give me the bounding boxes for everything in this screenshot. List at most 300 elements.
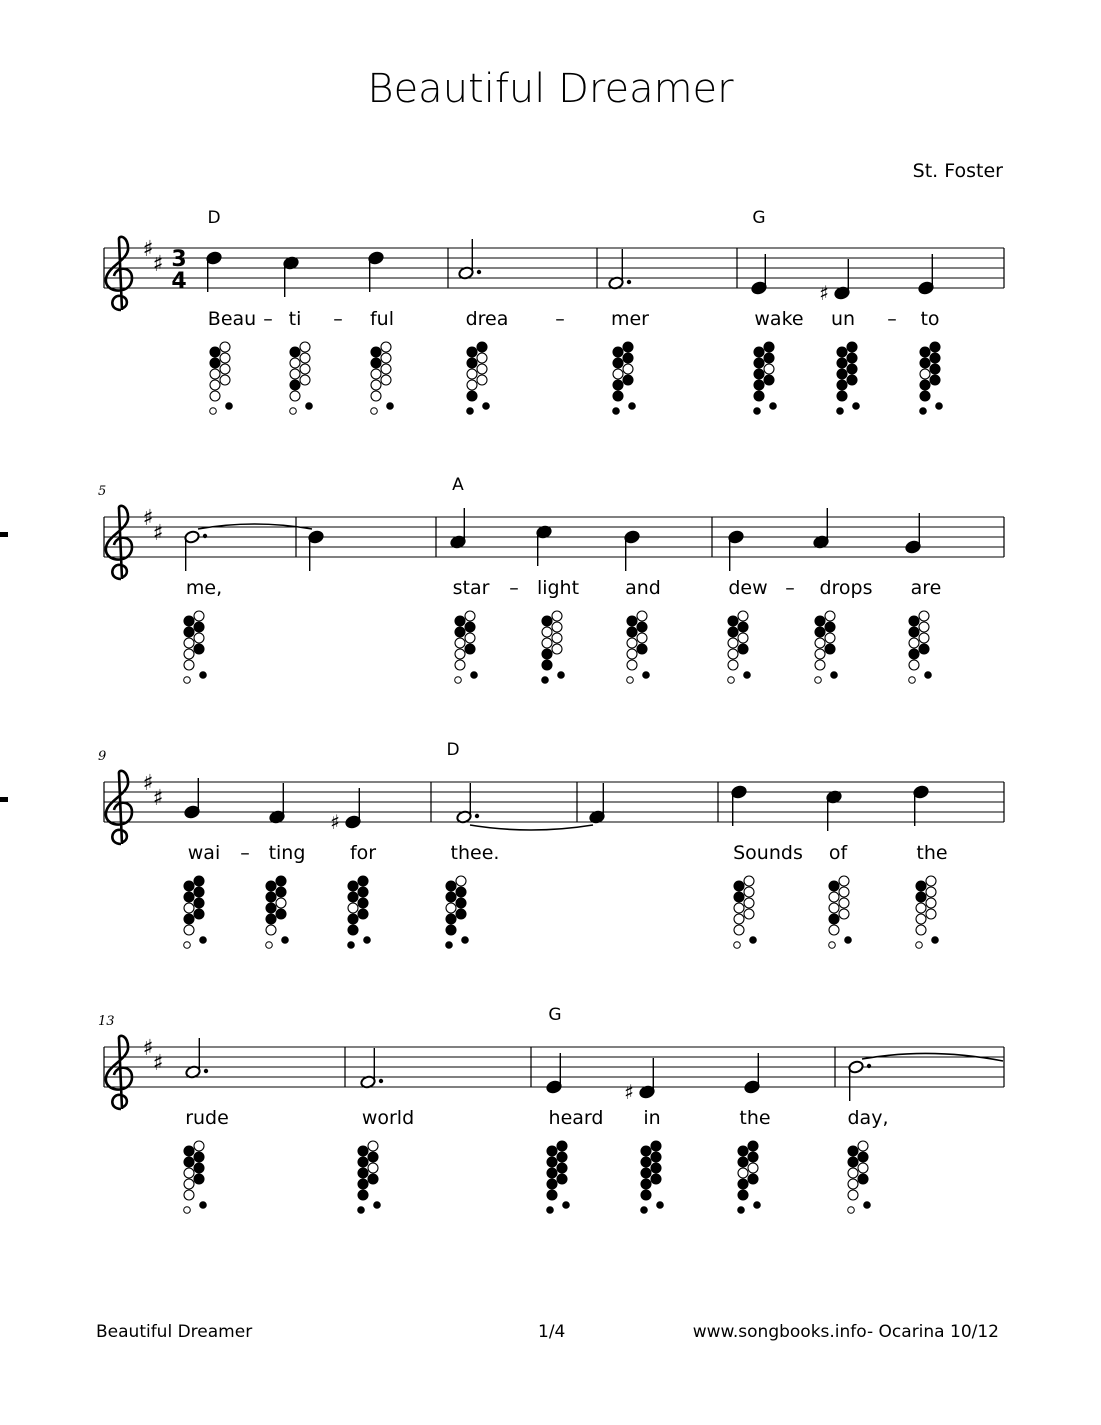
ocarina-hole — [381, 353, 391, 363]
ocarina-thumb-hole — [184, 1207, 191, 1214]
composer-credit: St. Foster — [912, 160, 1003, 182]
lyric-syllable: wake — [754, 308, 804, 330]
ocarina-hole — [837, 358, 847, 368]
lyric-syllable: dew — [728, 577, 768, 599]
ocarina-thumb-hole — [290, 408, 297, 415]
ocarina-hole — [455, 649, 465, 659]
note-dot — [475, 814, 479, 818]
ocarina-thumb-hole — [547, 1207, 554, 1214]
ocarina-hole — [627, 627, 637, 637]
ocarina-thumb-hole — [542, 677, 549, 684]
ocarina-hole — [858, 1152, 868, 1162]
ocarina-hole — [542, 638, 552, 648]
ocarina-hole — [930, 364, 940, 374]
ocarina-hole — [455, 616, 465, 626]
ocarina-hole — [744, 876, 754, 886]
ocarina-thumb-hole — [754, 1202, 761, 1209]
ocarina-hole — [916, 892, 926, 902]
ocarina-hole — [920, 347, 930, 357]
ocarina-hole — [734, 903, 744, 913]
lyric-syllable: the — [916, 842, 948, 864]
song-title: Beautiful Dreamer — [367, 66, 734, 112]
ocarina-hole — [184, 892, 194, 902]
ocarina-hole — [276, 876, 286, 886]
ocarina-hole — [858, 1163, 868, 1173]
ocarina-thumb-hole — [734, 942, 741, 949]
ocarina-hole — [358, 1179, 368, 1189]
ocarina-fingering-chart — [909, 611, 932, 683]
lyric-syllable: star — [452, 577, 490, 599]
half-rest — [0, 797, 8, 802]
ocarina-hole — [738, 1190, 748, 1200]
half-rest — [0, 532, 8, 537]
ocarina-hole — [728, 616, 738, 626]
ocarina-hole — [300, 375, 310, 385]
ocarina-hole — [926, 887, 936, 897]
ocarina-hole — [847, 364, 857, 374]
ocarina-hole — [290, 347, 300, 357]
ocarina-hole — [641, 1190, 651, 1200]
ocarina-hole — [839, 909, 849, 919]
ocarina-hole — [358, 887, 368, 897]
ocarina-thumb-hole — [358, 1207, 365, 1214]
ocarina-hole — [184, 914, 194, 924]
ocarina-hole — [456, 909, 466, 919]
ocarina-hole — [358, 898, 368, 908]
ocarina-hole — [194, 898, 204, 908]
ocarina-thumb-hole — [629, 403, 636, 410]
ocarina-hole — [446, 903, 456, 913]
ocarina-hole — [651, 1174, 661, 1184]
measure-number: 13 — [98, 1014, 115, 1029]
ocarina-thumb-hole — [815, 677, 822, 684]
ocarina-thumb-hole — [483, 403, 490, 410]
lyric-syllable: Beau — [207, 308, 257, 330]
ocarina-hole — [637, 633, 647, 643]
ocarina-hole — [734, 892, 744, 902]
note-dot — [204, 1069, 208, 1073]
tie — [470, 825, 593, 830]
ocarina-hole — [446, 914, 456, 924]
key-sharp-f: ♯ — [142, 506, 154, 531]
ocarina-thumb-hole — [728, 677, 735, 684]
ocarina-hole — [738, 1179, 748, 1189]
ocarina-hole — [641, 1146, 651, 1156]
ocarina-hole — [815, 616, 825, 626]
lyric-hyphen: – — [887, 308, 897, 330]
ocarina-hole — [909, 638, 919, 648]
lyric-syllable: ting — [268, 842, 306, 864]
ocarina-thumb-hole — [210, 408, 217, 415]
ocarina-hole — [837, 347, 847, 357]
ocarina-thumb-hole — [829, 942, 836, 949]
lyric-syllable: light — [536, 577, 580, 599]
lyric-hyphen: – — [785, 577, 795, 599]
ocarina-hole — [184, 925, 194, 935]
ocarina-hole — [194, 633, 204, 643]
ocarina-hole — [210, 358, 220, 368]
ocarina-hole — [184, 616, 194, 626]
ocarina-hole — [738, 611, 748, 621]
ocarina-fingering-chart — [728, 611, 751, 683]
ocarina-hole — [837, 380, 847, 390]
ocarina-hole — [734, 881, 744, 891]
accidental-sharp: ♯ — [330, 810, 340, 834]
ocarina-hole — [748, 1141, 758, 1151]
lyric-syllable: world — [361, 1107, 415, 1129]
lyric-syllable: in — [643, 1107, 661, 1129]
ocarina-hole — [829, 892, 839, 902]
ocarina-fingering-chart — [290, 342, 313, 414]
ocarina-hole — [728, 649, 738, 659]
ocarina-hole — [194, 1141, 204, 1151]
ocarina-hole — [930, 342, 940, 352]
ocarina-hole — [358, 1157, 368, 1167]
ocarina-hole — [748, 1163, 758, 1173]
ocarina-hole — [290, 358, 300, 368]
ocarina-hole — [266, 903, 276, 913]
ocarina-thumb-hole — [462, 937, 469, 944]
chord-symbol: D — [207, 208, 221, 228]
ocarina-hole — [848, 1168, 858, 1178]
ocarina-hole — [381, 364, 391, 374]
ocarina-hole — [184, 1190, 194, 1200]
chord-symbol: A — [452, 475, 464, 495]
ocarina-hole — [744, 909, 754, 919]
ocarina-hole — [194, 1174, 204, 1184]
ocarina-hole — [547, 1146, 557, 1156]
ocarina-hole — [926, 909, 936, 919]
ocarina-hole — [290, 369, 300, 379]
footer-source: www.songbooks.info- Ocarina 10/12 — [692, 1322, 999, 1342]
ocarina-hole — [194, 611, 204, 621]
ocarina-thumb-hole — [853, 403, 860, 410]
ocarina-thumb-hole — [374, 1202, 381, 1209]
ocarina-hole — [210, 369, 220, 379]
ocarina-hole — [930, 353, 940, 363]
ocarina-thumb-hole — [770, 403, 777, 410]
lyric-syllable: are — [910, 577, 942, 599]
lyric-syllable: un — [830, 308, 856, 330]
ocarina-hole — [371, 391, 381, 401]
ocarina-hole — [194, 876, 204, 886]
ocarina-hole — [728, 660, 738, 670]
ocarina-hole — [744, 887, 754, 897]
time-signature-bottom: 4 — [171, 269, 187, 294]
ocarina-hole — [477, 364, 487, 374]
ocarina-fingering-chart — [184, 1141, 207, 1213]
ocarina-hole — [651, 1163, 661, 1173]
chord-symbol: G — [752, 208, 766, 228]
ocarina-thumb-hole — [306, 403, 313, 410]
ocarina-hole — [837, 391, 847, 401]
note-dot — [477, 270, 481, 274]
ocarina-hole — [837, 369, 847, 379]
note-dot — [379, 1079, 383, 1083]
ocarina-thumb-hole — [200, 1202, 207, 1209]
key-sharp-f: ♯ — [142, 1036, 154, 1061]
key-sharp-c: ♯ — [152, 252, 164, 277]
ocarina-hole — [748, 1174, 758, 1184]
ocarina-hole — [371, 358, 381, 368]
ocarina-hole — [916, 903, 926, 913]
ocarina-hole — [381, 342, 391, 352]
ocarina-fingering-chart — [547, 1141, 570, 1213]
ocarina-hole — [477, 375, 487, 385]
ocarina-hole — [465, 644, 475, 654]
ocarina-hole — [456, 887, 466, 897]
ocarina-hole — [368, 1152, 378, 1162]
lyric-syllable: the — [739, 1107, 771, 1129]
ocarina-hole — [266, 914, 276, 924]
ocarina-hole — [381, 375, 391, 385]
ocarina-hole — [627, 660, 637, 670]
ocarina-fingering-chart — [210, 342, 233, 414]
ocarina-hole — [919, 622, 929, 632]
ocarina-hole — [909, 616, 919, 626]
ocarina-hole — [847, 342, 857, 352]
ocarina-hole — [815, 660, 825, 670]
ocarina-thumb-hole — [936, 403, 943, 410]
ocarina-hole — [623, 364, 633, 374]
ocarina-hole — [552, 622, 562, 632]
ocarina-hole — [848, 1190, 858, 1200]
ocarina-hole — [220, 375, 230, 385]
ocarina-thumb-hole — [266, 942, 273, 949]
ocarina-hole — [623, 342, 633, 352]
ocarina-hole — [300, 342, 310, 352]
ocarina-hole — [916, 925, 926, 935]
ocarina-fingering-chart — [916, 876, 939, 948]
ocarina-thumb-hole — [864, 1202, 871, 1209]
ocarina-hole — [557, 1174, 567, 1184]
ocarina-hole — [194, 887, 204, 897]
ocarina-hole — [754, 369, 764, 379]
lyric-hyphen: – — [240, 842, 250, 864]
ocarina-hole — [916, 881, 926, 891]
ocarina-hole — [764, 364, 774, 374]
ocarina-hole — [542, 616, 552, 626]
ocarina-hole — [358, 909, 368, 919]
ocarina-hole — [815, 649, 825, 659]
accidental-sharp: ♯ — [819, 281, 829, 305]
ocarina-thumb-hole — [744, 672, 751, 679]
ocarina-hole — [266, 925, 276, 935]
ocarina-hole — [358, 1190, 368, 1200]
ocarina-thumb-hole — [446, 942, 453, 949]
ocarina-fingering-chart — [848, 1141, 871, 1213]
ocarina-hole — [184, 660, 194, 670]
ocarina-hole — [455, 660, 465, 670]
ocarina-thumb-hole — [184, 942, 191, 949]
ocarina-hole — [557, 1163, 567, 1173]
ocarina-thumb-hole — [848, 1207, 855, 1214]
ocarina-thumb-hole — [920, 408, 927, 415]
note-dot — [203, 534, 207, 538]
key-sharp-c: ♯ — [152, 1051, 164, 1076]
lyric-syllable: heard — [548, 1107, 604, 1129]
ocarina-fingering-chart — [184, 876, 207, 948]
ocarina-fingering-chart — [266, 876, 289, 948]
ocarina-hole — [184, 903, 194, 913]
ocarina-hole — [627, 638, 637, 648]
ocarina-hole — [627, 616, 637, 626]
ocarina-hole — [728, 638, 738, 648]
ocarina-fingering-chart — [371, 342, 394, 414]
ocarina-hole — [446, 881, 456, 891]
ocarina-hole — [184, 1179, 194, 1189]
ocarina-hole — [637, 644, 647, 654]
ocarina-hole — [920, 369, 930, 379]
ocarina-thumb-hole — [563, 1202, 570, 1209]
ocarina-hole — [542, 627, 552, 637]
ocarina-hole — [220, 353, 230, 363]
ocarina-hole — [613, 380, 623, 390]
ocarina-hole — [557, 1141, 567, 1151]
ocarina-thumb-hole — [932, 937, 939, 944]
ocarina-hole — [858, 1174, 868, 1184]
ocarina-hole — [220, 342, 230, 352]
lyric-syllable: mer — [610, 308, 650, 330]
ocarina-hole — [839, 876, 849, 886]
ocarina-fingering-chart — [754, 342, 777, 414]
ocarina-hole — [358, 1168, 368, 1178]
ocarina-hole — [825, 644, 835, 654]
ocarina-hole — [184, 649, 194, 659]
ocarina-hole — [613, 391, 623, 401]
ocarina-hole — [738, 622, 748, 632]
ocarina-thumb-hole — [738, 1207, 745, 1214]
ocarina-hole — [748, 1152, 758, 1162]
ocarina-hole — [919, 633, 929, 643]
ocarina-thumb-hole — [613, 408, 620, 415]
lyric-syllable: day, — [847, 1107, 889, 1129]
ocarina-hole — [348, 925, 358, 935]
ocarina-hole — [348, 892, 358, 902]
measure-number: 5 — [98, 484, 107, 499]
ocarina-hole — [542, 660, 552, 670]
ocarina-thumb-hole — [643, 672, 650, 679]
ocarina-hole — [557, 1152, 567, 1162]
ocarina-fingering-chart — [613, 342, 636, 414]
ocarina-hole — [371, 347, 381, 357]
ocarina-hole — [738, 1146, 748, 1156]
ocarina-fingering-chart — [734, 876, 757, 948]
ocarina-hole — [815, 627, 825, 637]
measure-number: 9 — [98, 749, 107, 764]
ocarina-fingering-chart — [358, 1141, 381, 1213]
ocarina-hole — [276, 898, 286, 908]
accidental-sharp: ♯ — [624, 1080, 634, 1104]
note-dot — [867, 1064, 871, 1068]
ocarina-hole — [909, 660, 919, 670]
lyric-syllable: and — [625, 577, 661, 599]
ocarina-hole — [815, 638, 825, 648]
ocarina-thumb-hole — [467, 408, 474, 415]
lyric-syllable: rude — [185, 1107, 229, 1129]
ocarina-hole — [477, 342, 487, 352]
ocarina-hole — [613, 369, 623, 379]
ocarina-hole — [754, 380, 764, 390]
ocarina-hole — [547, 1168, 557, 1178]
lyric-syllable: me, — [185, 577, 223, 599]
ocarina-hole — [738, 633, 748, 643]
ocarina-hole — [266, 892, 276, 902]
ocarina-hole — [613, 347, 623, 357]
ocarina-thumb-hole — [831, 672, 838, 679]
ocarina-hole — [194, 622, 204, 632]
key-sharp-c: ♯ — [152, 521, 164, 546]
ocarina-hole — [547, 1190, 557, 1200]
ocarina-hole — [220, 364, 230, 374]
ocarina-hole — [930, 375, 940, 385]
ocarina-hole — [738, 1168, 748, 1178]
ocarina-fingering-chart — [920, 342, 943, 414]
key-sharp-c: ♯ — [152, 786, 164, 811]
note-dot — [627, 280, 631, 284]
lyric-syllable: drops — [819, 577, 873, 599]
ocarina-hole — [184, 1146, 194, 1156]
ocarina-fingering-chart — [467, 342, 490, 414]
lyric-syllable: ti — [288, 308, 302, 330]
ocarina-hole — [637, 611, 647, 621]
ocarina-fingering-chart — [837, 342, 860, 414]
ocarina-hole — [552, 644, 562, 654]
ocarina-hole — [194, 909, 204, 919]
ocarina-hole — [552, 611, 562, 621]
ocarina-hole — [455, 627, 465, 637]
lyric-syllable: ful — [369, 308, 395, 330]
ocarina-hole — [184, 638, 194, 648]
ocarina-fingering-chart — [348, 876, 371, 948]
ocarina-hole — [455, 638, 465, 648]
ocarina-hole — [920, 391, 930, 401]
ocarina-hole — [627, 649, 637, 659]
ocarina-hole — [300, 353, 310, 363]
ocarina-hole — [754, 347, 764, 357]
ocarina-hole — [613, 358, 623, 368]
ocarina-hole — [465, 611, 475, 621]
ocarina-hole — [764, 353, 774, 363]
ocarina-hole — [641, 1157, 651, 1167]
ocarina-hole — [920, 380, 930, 390]
ocarina-hole — [184, 627, 194, 637]
ocarina-hole — [734, 925, 744, 935]
ocarina-hole — [734, 914, 744, 924]
ocarina-hole — [829, 903, 839, 913]
lyric-syllable: Sounds — [733, 842, 803, 864]
ocarina-hole — [651, 1141, 661, 1151]
ocarina-fingering-chart — [184, 611, 207, 683]
ocarina-fingering-chart — [829, 876, 852, 948]
ocarina-thumb-hole — [455, 677, 462, 684]
ocarina-hole — [926, 876, 936, 886]
page-number: 1/4 — [538, 1322, 566, 1342]
ocarina-hole — [926, 898, 936, 908]
ocarina-hole — [467, 380, 477, 390]
ocarina-hole — [547, 1179, 557, 1189]
ocarina-hole — [847, 375, 857, 385]
ocarina-fingering-chart — [446, 876, 469, 948]
ocarina-thumb-hole — [371, 408, 378, 415]
ocarina-hole — [738, 1157, 748, 1167]
ocarina-hole — [467, 369, 477, 379]
ocarina-hole — [641, 1168, 651, 1178]
ocarina-hole — [467, 358, 477, 368]
ocarina-hole — [848, 1179, 858, 1189]
ocarina-hole — [909, 649, 919, 659]
ocarina-hole — [446, 925, 456, 935]
